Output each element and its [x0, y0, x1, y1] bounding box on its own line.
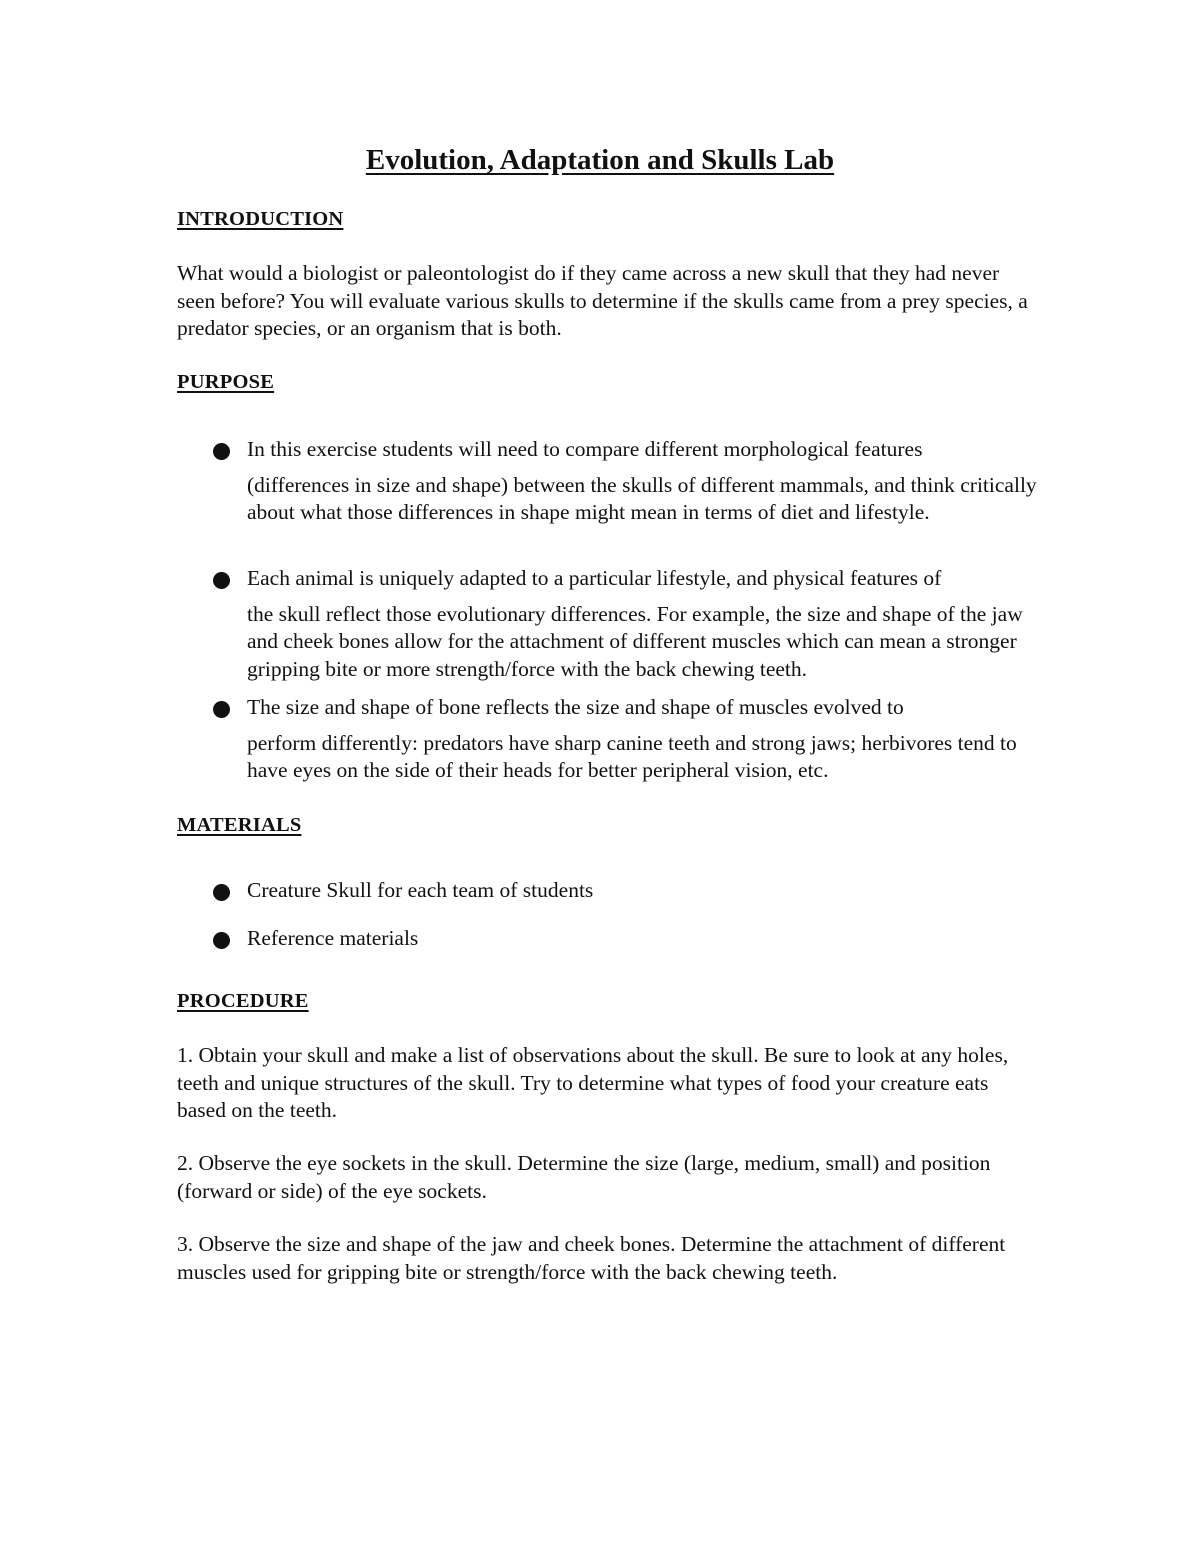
page-title: Evolution, Adaptation and Skulls Lab: [365, 144, 835, 176]
purpose-item-rest: (differences in size and shape) between the skulls of different mammals, and think critically about what those differences in shape might mean in terms of diet and lifestyle.: [247, 472, 1037, 524]
procedure-step: 1. Obtain your skull and make a list of observations about the skull. Be sure to look at any holes, teeth and unique structures of the skull. Try to determine what types of food your creature eats based on the teeth.: [177, 1043, 1009, 1122]
materials-item-text: Creature Skull for each team of students: [247, 878, 594, 902]
purpose-heading: PURPOSE: [177, 371, 275, 393]
procedure-heading: PROCEDURE: [177, 990, 309, 1012]
bullet-icon: [213, 884, 230, 901]
introduction-text: What would a biologist or paleontologist do if they came across a new skull that they had never seen before? You will evaluate various skulls to determine if the skulls came from a prey species, a predator species, or an organism that is both.: [177, 261, 1028, 340]
bullet-icon: [213, 443, 230, 460]
purpose-item-rest: perform differently: predators have sharp canine teeth and strong jaws; herbivores tend to have eyes on the side of their heads for better peripheral vision, etc.: [247, 730, 1017, 782]
bullet-icon: [213, 932, 230, 949]
materials-item-text: Reference materials: [247, 926, 419, 950]
purpose-item-first-line: Each animal is uniquely adapted to a particular lifestyle, and physical features of: [247, 566, 942, 590]
purpose-item-first-line: In this exercise students will need to compare different morphological features: [247, 437, 923, 461]
procedure-step: 2. Observe the eye sockets in the skull. Determine the size (large, medium, small) and position (forward or side) of the eye sockets.: [177, 1151, 991, 1203]
procedure-step: 3. Observe the size and shape of the jaw and cheek bones. Determine the attachment of different muscles used for gripping bite or strength/force with the back chewing teeth.: [177, 1232, 1006, 1284]
purpose-item-rest: the skull reflect those evolutionary differences. For example, the size and shape of the jaw and cheek bones allow for the attachment of different muscles which can mean a stronger gripping bite or more strength/force with the back chewing teeth.: [247, 601, 1023, 681]
introduction-heading: INTRODUCTION: [177, 208, 344, 230]
materials-heading: MATERIALS: [177, 814, 302, 836]
purpose-item-first-line: The size and shape of bone reflects the size and shape of muscles evolved to: [247, 695, 904, 719]
bullet-icon: [213, 701, 230, 718]
bullet-icon: [213, 572, 230, 589]
